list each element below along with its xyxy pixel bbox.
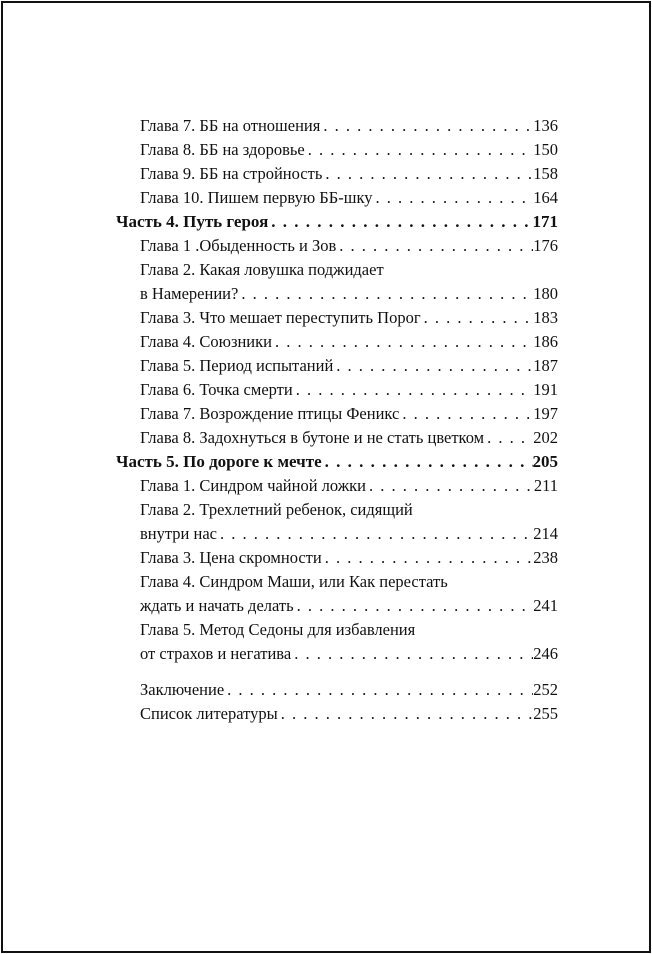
toc-entry xyxy=(140,618,558,666)
toc-entry-title: Глава 8. ББ на здоровье xyxy=(140,140,305,159)
toc-entry-line xyxy=(116,450,558,474)
toc-entry-title: Глава 9. ББ на стройность xyxy=(140,164,323,183)
toc-entry-line xyxy=(140,186,558,210)
dot-leader xyxy=(336,234,533,258)
toc-entry xyxy=(140,702,558,726)
toc-entry-line xyxy=(140,234,558,258)
toc-entry-title: от страхов и негатива xyxy=(140,644,292,663)
toc-page-number: 176 xyxy=(533,236,558,255)
toc-entry xyxy=(140,186,558,210)
dot-leader xyxy=(238,282,533,306)
toc-entry-title: Глава 3. Цена скромности xyxy=(140,548,322,567)
toc-entry xyxy=(140,354,558,378)
dot-leader xyxy=(293,378,534,402)
toc-page-number: 187 xyxy=(533,356,558,375)
toc-entry-line xyxy=(140,678,558,702)
dot-leader xyxy=(268,210,532,234)
toc-entry xyxy=(140,330,558,354)
toc-entry xyxy=(140,258,558,306)
toc-entry xyxy=(140,114,558,138)
toc-page-number: 202 xyxy=(533,428,558,447)
dot-leader xyxy=(294,594,534,618)
toc-entry xyxy=(140,162,558,186)
dot-leader xyxy=(421,306,534,330)
toc-entry-title: Глава 7. ББ на отношения xyxy=(140,116,321,135)
toc-entry xyxy=(140,474,558,498)
toc-entry xyxy=(140,378,558,402)
toc-page-number: 191 xyxy=(533,380,558,399)
toc-entry-title: Глава 3. Что мешает переступить Порог xyxy=(140,308,421,327)
toc-page-number: 186 xyxy=(533,332,558,351)
toc-entry-line xyxy=(140,330,558,354)
toc-entry-line xyxy=(140,114,558,138)
dot-leader xyxy=(291,642,533,666)
dot-leader xyxy=(322,450,533,474)
toc-page-number: 241 xyxy=(533,596,558,615)
toc-page-number: 183 xyxy=(533,308,558,327)
dot-leader xyxy=(224,678,533,702)
toc-entry-title: Глава 10. Пишем первую ББ-шку xyxy=(140,188,373,207)
toc-entry-line xyxy=(140,162,558,186)
toc-entry xyxy=(140,678,558,702)
toc-entry xyxy=(140,498,558,546)
toc-entry-line xyxy=(140,138,558,162)
toc-entry-line xyxy=(140,642,558,666)
toc-page-number: 164 xyxy=(533,188,558,207)
toc-page-number: 252 xyxy=(533,680,558,699)
toc-entry-title: Глава 7. Возрождение птицы Феникс xyxy=(140,404,400,423)
dot-leader xyxy=(305,138,534,162)
toc-entry-line xyxy=(140,546,558,570)
toc-page-number: 171 xyxy=(532,212,558,231)
toc-entry-title: Глава 4. Союзники xyxy=(140,332,272,351)
toc-entry-line xyxy=(140,594,558,618)
toc-entry-title-line1: Глава 2. Какая ловушка поджидает xyxy=(140,260,384,279)
toc-entry-title: Список литературы xyxy=(140,704,278,723)
toc-entry xyxy=(140,570,558,618)
dot-leader xyxy=(322,546,534,570)
toc-entry xyxy=(140,234,558,258)
toc-page-number: 158 xyxy=(533,164,558,183)
dot-leader xyxy=(372,186,533,210)
toc-entry-title: внутри нас xyxy=(140,524,217,543)
toc-page-number: 211 xyxy=(533,476,558,495)
toc-part-title: Часть 5. По дороге к мечте xyxy=(116,452,322,471)
toc-page-number: 150 xyxy=(533,140,558,159)
toc-entry xyxy=(140,306,558,330)
table-of-contents xyxy=(116,114,558,726)
toc-entry-line xyxy=(140,426,558,450)
toc-entry-title-line1: Глава 4. Синдром Маши, или Как перестать xyxy=(140,572,448,591)
toc-page-number: 180 xyxy=(533,284,558,303)
toc-entry-line xyxy=(140,522,558,546)
toc-entry-title: в Намерении? xyxy=(140,284,239,303)
toc-page-number: 214 xyxy=(533,524,558,543)
toc-entry-line xyxy=(140,378,558,402)
toc-entry-title: ждать и начать делать xyxy=(140,596,294,615)
toc-entry-title: Заключение xyxy=(140,680,225,699)
dot-leader xyxy=(322,162,533,186)
toc-entry-line xyxy=(116,210,558,234)
toc-page-number: 255 xyxy=(533,704,558,723)
toc-part-heading xyxy=(116,210,558,234)
toc-entry xyxy=(140,138,558,162)
dot-leader xyxy=(366,474,534,498)
dot-leader xyxy=(484,426,533,450)
toc-entry-line xyxy=(140,282,558,306)
page-frame xyxy=(1,1,651,953)
toc-entry-line xyxy=(140,402,558,426)
toc-entry xyxy=(140,402,558,426)
toc-entry-title: Глава 6. Точка смерти xyxy=(140,380,293,399)
toc-entry-title: Глава 8. Задохнуться в бутоне и не стать цветком xyxy=(140,428,485,447)
toc-entry-title: Глава 1 .Обыденность и Зов xyxy=(140,236,337,255)
toc-part-title: Часть 4. Путь героя xyxy=(116,212,269,231)
dot-leader xyxy=(217,522,533,546)
toc-entry xyxy=(140,546,558,570)
toc-entry xyxy=(140,426,558,450)
toc-entry-title-line1: Глава 5. Метод Седоны для избавления xyxy=(140,620,416,639)
dot-leader xyxy=(278,702,534,726)
toc-entry-title-line1: Глава 2. Трехлетний ребенок, сидящий xyxy=(140,500,413,519)
toc-page-number: 246 xyxy=(533,644,558,663)
dot-leader xyxy=(320,114,533,138)
dot-leader xyxy=(399,402,533,426)
toc-page-number: 238 xyxy=(533,548,558,567)
toc-entry-line xyxy=(140,474,558,498)
toc-entry-title: Глава 5. Период испытаний xyxy=(140,356,334,375)
toc-entry-line xyxy=(140,354,558,378)
dot-leader xyxy=(333,354,533,378)
toc-entry-line xyxy=(140,702,558,726)
toc-page-number: 205 xyxy=(532,452,558,471)
toc-entry-line xyxy=(140,306,558,330)
toc-part-heading xyxy=(116,450,558,474)
toc-entry-title: Глава 1. Синдром чайной ложки xyxy=(140,476,366,495)
toc-page-number: 136 xyxy=(533,116,558,135)
toc-page-number: 197 xyxy=(533,404,558,423)
dot-leader xyxy=(272,330,533,354)
